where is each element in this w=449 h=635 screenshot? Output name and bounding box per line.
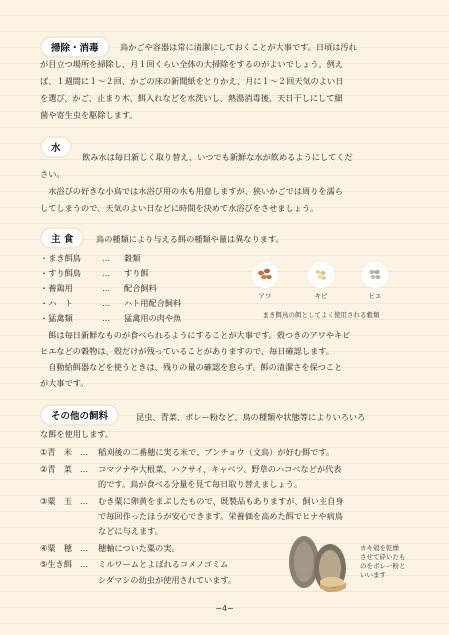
- staple-intro: 鳥の種類により与える餌の種類や量は異なります。: [96, 234, 284, 244]
- staple-list-item: [40, 251, 140, 266]
- leader-dots: …: [80, 543, 89, 553]
- food-type: 配合飼料: [124, 283, 157, 293]
- other-food-item-cont: [98, 573, 236, 588]
- cleaning-line: 菌や寄生虫を駆除します。: [40, 110, 138, 120]
- water-line: 水浴びの好きな小鳥では水浴び用の水も用意しますが、狭いかごでは周りを濡ら: [40, 186, 343, 196]
- food-type: すり餌: [124, 268, 149, 278]
- staple-list-item: [40, 296, 181, 311]
- food-desc: シダマシの幼虫が使用されています。: [98, 575, 237, 585]
- staple-line: 自動給餌器などを使うときは、残りの量の確認を怠らず、餌の清潔さを保つこと: [40, 362, 343, 372]
- water-line: さい。: [40, 169, 65, 179]
- oyster-shell-icon: [284, 522, 356, 594]
- grain-label: ヒエ: [368, 292, 382, 300]
- photo-caption-line: のをボレー粉と: [360, 562, 406, 570]
- grain-caption: まき餌鳥の餌としてよく使用される穀類: [262, 311, 380, 319]
- staple-line: 餌は毎日新鮮なものが食べられるようにすることが大事です。殻つきのアワやキビ: [40, 330, 351, 340]
- water-line: 飲み水は毎日新しく取り替え、いつでも新鮮な水が飲めるようにしてくだ: [82, 152, 353, 162]
- section-tag-water: 水: [42, 138, 70, 156]
- page-number: −4−: [215, 604, 234, 613]
- other-food-item: [40, 541, 180, 556]
- food-type: 穀類: [124, 253, 141, 263]
- food-desc: コマツナや大根菜、ハクサイ、キャベツ、野草のハコベなどが代表: [98, 464, 342, 474]
- bird-type: ・すり餌鳥: [40, 268, 81, 278]
- boley-powder-photo: [284, 522, 356, 594]
- bird-type: ・ハ ト: [40, 298, 73, 308]
- food-name: ③粟 玉: [40, 496, 72, 506]
- grain-hie-image: [362, 262, 388, 288]
- staple-list-item: [40, 281, 157, 296]
- grain-kibi-image: [308, 262, 334, 288]
- photo-caption-line: させて砕いたも: [360, 553, 406, 561]
- leader-dots: …: [102, 253, 111, 263]
- grain-label: アワ: [258, 292, 272, 300]
- food-name: ①青 米: [40, 447, 72, 457]
- food-name: ④粟 穂: [40, 543, 72, 553]
- cleaning-line: 鳥かごや容器は常に清潔にしておくことが大事です。日頃は汚れ: [120, 42, 357, 52]
- leader-dots: …: [102, 313, 111, 323]
- food-type: ハト用配合飼料: [124, 298, 182, 308]
- other-food-item-cont: [98, 524, 163, 539]
- food-desc: 的です。鳥が食べる分量を見て毎日取り替えましょう。: [98, 479, 303, 489]
- leader-dots: …: [102, 283, 111, 293]
- leader-dots: …: [102, 268, 111, 278]
- other-food-item: [40, 445, 334, 460]
- cleaning-line: ば、１週間に１〜２回、かごの床の新聞紙をとりかえ、月に１〜２回天気のよい日: [40, 76, 344, 86]
- other-intro-line: 昆虫、青菜、ボレー粉など、鳥の種類や状態等によりいろいろ: [136, 412, 366, 422]
- other-food-item-cont: [98, 477, 302, 492]
- section-tag-staple: 主 食: [42, 229, 82, 247]
- food-desc: ミルワームとよばれるコメノゴミム: [98, 559, 229, 569]
- leader-dots: …: [80, 559, 89, 569]
- other-food-item: [40, 494, 343, 509]
- food-desc: 穂軸についた粟の実。: [98, 543, 180, 553]
- food-desc: 稲刈後の二番穂に実る米で、ブンチョウ（文鳥）が好む餌です。: [98, 447, 335, 457]
- leader-dots: …: [80, 464, 89, 474]
- grain-awa-image: [252, 262, 278, 288]
- cleaning-line: を選び、かご、止まり木、餌入れなどを水洗いし、熱湯消毒後、天日干しにして細: [40, 93, 343, 103]
- photo-caption-line: いいます: [360, 571, 386, 579]
- other-intro-line: な餌を使用します。: [40, 429, 114, 439]
- staple-list: [40, 251, 240, 331]
- food-name: ②青 菜: [40, 464, 72, 474]
- leader-dots: …: [102, 298, 111, 308]
- leader-dots: …: [80, 447, 89, 457]
- section-tag-cleaning: 掃除・消毒: [42, 38, 108, 56]
- food-desc: で毎回作ったほうが安心できます。栄養価を高めた餌でヒナや病鳥: [98, 511, 343, 521]
- grain-label: キビ: [314, 292, 328, 300]
- cleaning-line: が目立つ場所を掃除し、月１回くらい全体の大掃除をするのがよいでしょう。例え: [40, 59, 343, 69]
- food-desc: などに与えます。: [98, 526, 163, 536]
- food-desc: むき粟に卵黄をまぶしたもので、既製品もありますが、飼い主自身: [98, 496, 344, 506]
- staple-line: が大事です。: [40, 378, 89, 388]
- section-tag-other-food: その他の飼料: [42, 406, 117, 424]
- photo-caption-line: カキ殻を乾燥: [360, 544, 399, 552]
- staple-line: ヒエなどの穀物は、殻だけが残っていることがありますので、毎日確認します。: [40, 346, 334, 356]
- water-line: してしまうので、天気のよい日などに時間を決めて水浴びをさせましょう。: [40, 203, 319, 213]
- bird-type: ・養鶏用: [40, 283, 73, 293]
- food-type: 猛禽用の肉や魚: [124, 313, 182, 323]
- other-food-item: [40, 462, 342, 477]
- bird-type: ・まき餌鳥: [40, 253, 81, 263]
- photo-caption: [360, 544, 420, 580]
- staple-list-item: [40, 266, 149, 281]
- bird-type: ・猛禽類: [40, 313, 73, 323]
- grains-figure: [246, 262, 396, 322]
- leader-dots: …: [80, 496, 89, 506]
- other-food-item: [40, 557, 228, 572]
- food-name: ⑤生き餌: [40, 559, 72, 569]
- staple-list-item: [40, 311, 181, 326]
